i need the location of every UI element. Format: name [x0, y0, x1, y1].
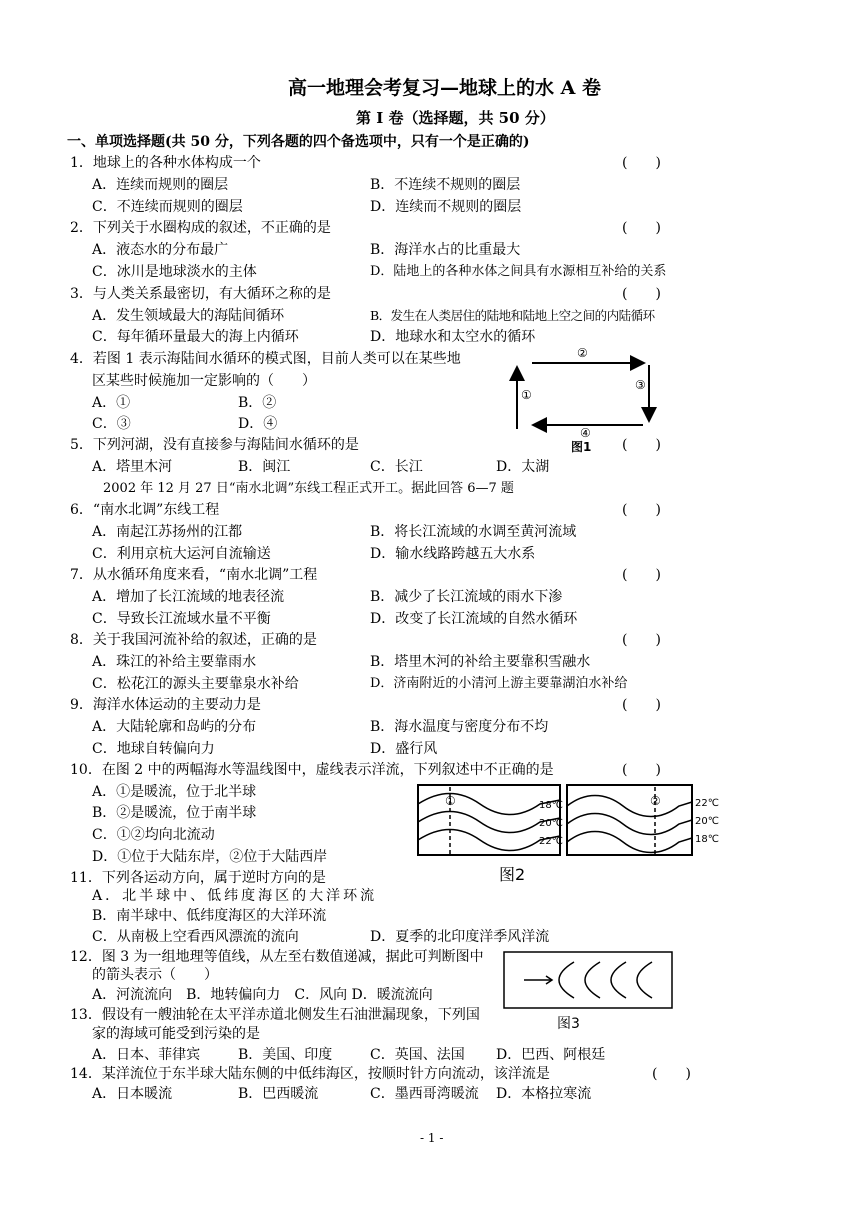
q3-option-d: D．地球水和太空水的循环 — [370, 329, 536, 345]
figure-1-caption: 图1 — [571, 440, 592, 453]
q6-7-intro: 2002 年 12 月 27 日“南水北调”东线工程正式开工。据此回答 6—7 题 — [103, 481, 514, 496]
q8-option-d: D．济南附近的小清河上游主要靠湖泊水补给 — [370, 676, 628, 691]
q1-option-b: B．不连续不规则的圈层 — [370, 177, 521, 193]
q3-option-c: C．每年循环量最大的海上内循环 — [92, 329, 299, 345]
q14-option-a: A．日本暖流 — [92, 1086, 173, 1102]
q8-option-a: A．珠江的补给主要靠雨水 — [92, 654, 257, 670]
q3-option-b: B．发生在人类居住的陆地和陆地上空之间的内陆循环 — [370, 308, 655, 323]
q5-option-d: D．太湖 — [496, 459, 550, 475]
q6-option-c: C．利用京杭大运河自流输送 — [92, 546, 271, 562]
q13-option-a: A．日本、菲律宾 — [92, 1047, 201, 1063]
q9-stem: 9．海洋水体运动的主要动力是 — [70, 697, 261, 713]
q2-option-d: D．陆地上的各种水体之间具有水源相互补给的关系 — [370, 264, 667, 279]
q5-answer-blank: ( ) — [622, 437, 661, 453]
label-2: ② — [577, 346, 588, 360]
figure-3-isolines — [502, 950, 674, 1034]
section-heading: 一、单项选择题(共 50 分，下列各题的四个备选项中，只有一个是正确的) — [67, 134, 530, 150]
figure-2-isotherms — [415, 782, 720, 887]
q9-option-d: D．盛行风 — [370, 741, 438, 757]
q11-option-b: B．南半球中、低纬度海区的大洋环流 — [92, 908, 327, 924]
label-4: ④ — [580, 426, 591, 440]
q12-options: A．河流流向 B．地转偏向力 C．风向 D．暖流流向 — [92, 987, 433, 1003]
q9-answer-blank: ( ) — [622, 697, 661, 713]
q5-option-b: B．闽江 — [238, 459, 291, 475]
q13-option-d: D．巴西、阿根廷 — [496, 1047, 606, 1063]
q2-answer-blank: ( ) — [622, 220, 661, 236]
q2-option-c: C．冰川是地球淡水的主体 — [92, 264, 257, 280]
q8-option-c: C．松花江的源头主要靠泉水补给 — [92, 676, 299, 692]
q5-option-c: C．长江 — [370, 459, 423, 475]
q5-stem: 5．下列河湖，没有直接参与海陆间水循环的是 — [70, 437, 359, 453]
figure-3-caption: 图3 — [557, 1016, 580, 1032]
q4-option-c: C．③ — [92, 416, 131, 432]
q5-option-a: A．塔里木河 — [92, 459, 173, 475]
q7-option-b: B．减少了长江流域的雨水下渗 — [370, 589, 563, 605]
q7-option-d: D．改变了长江流域的自然水循环 — [370, 611, 578, 627]
q4-option-d: D．④ — [238, 416, 278, 432]
q1-option-a: A．连续而规则的圈层 — [92, 177, 229, 193]
q7-option-c: C．导致长江流域水量不平衡 — [92, 611, 271, 627]
q1-answer-blank: ( ) — [622, 155, 661, 171]
q3-stem: 3．与人类关系最密切，有大循环之称的是 — [70, 286, 331, 302]
q10-option-d: D．①位于大陆东岸，②位于大陆西岸 — [92, 849, 328, 865]
q1-option-d: D．连续而不规则的圈层 — [370, 199, 522, 215]
q13-stem-line2: 家的海域可能受到污染的是 — [92, 1026, 260, 1042]
q14-answer-blank: ( ) — [652, 1066, 691, 1082]
q10-stem: 10．在图 2 中的两幅海水等温线图中，虚线表示洋流，下列叙述中不正确的是 — [70, 762, 554, 778]
q9-option-c: C．地球自转偏向力 — [92, 741, 215, 757]
fig2-left-t1: 18℃ — [539, 800, 563, 811]
q12-stem-line1: 12．图 3 为一组地理等值线，从左至右数值递减，据此可判断图中 — [70, 949, 484, 965]
q9-option-b: B．海水温度与密度分布不均 — [370, 719, 549, 735]
q12-stem-line2: 的箭头表示（ ） — [92, 967, 218, 983]
q7-answer-blank: ( ) — [622, 567, 661, 583]
figure-2-caption: 图2 — [499, 865, 526, 884]
q6-answer-blank: ( ) — [622, 502, 661, 518]
q8-answer-blank: ( ) — [622, 632, 661, 648]
q3-option-a: A．发生领域最大的海陆间循环 — [92, 308, 285, 324]
q13-stem-line1: 13．假设有一艘油轮在太平洋赤道北侧发生石油泄漏现象，下列国 — [70, 1007, 480, 1023]
page-title: 高一地理会考复习—地球上的水 A 卷 — [288, 77, 601, 99]
fig2-label-1: ① — [445, 794, 456, 808]
q6-option-b: B．将长江流域的水调至黄河流域 — [370, 524, 577, 540]
q10-answer-blank: ( ) — [622, 762, 661, 778]
fig2-right-t1: 22℃ — [695, 798, 719, 809]
q7-stem: 7．从水循环角度来看，“南水北调”工程 — [70, 567, 318, 583]
q2-option-a: A．液态水的分布最广 — [92, 242, 229, 258]
q4-stem-line2: 区某些时候施加一定影响的（ ） — [92, 373, 316, 389]
q10-option-a: A．①是暖流，位于北半球 — [92, 784, 257, 800]
label-3: ③ — [635, 378, 646, 392]
fig2-left-t3: 22℃ — [539, 836, 563, 847]
q13-option-c: C．英国、法国 — [370, 1047, 465, 1063]
q4-option-b: B．② — [238, 395, 277, 411]
q11-stem: 11．下列各运动方向，属于逆时方向的是 — [70, 870, 326, 886]
q13-option-b: B．美国、印度 — [238, 1047, 333, 1063]
q4-stem-line1: 4．若图 1 表示海陆间水循环的模式图，目前人类可以在某些地 — [70, 351, 461, 367]
q10-option-c: C．①②均向北流动 — [92, 827, 215, 843]
q2-option-b: B．海洋水占的比重最大 — [370, 242, 521, 258]
fig2-right-t2: 20℃ — [695, 816, 719, 827]
section-subtitle: 第 Ⅰ 卷（选择题，共 50 分） — [356, 109, 555, 127]
q6-option-d: D．输水线路跨越五大水系 — [370, 546, 536, 562]
q11-option-d: D．夏季的北印度洋季风洋流 — [370, 929, 550, 945]
q6-option-a: A．南起江苏扬州的江都 — [92, 524, 243, 540]
q1-option-c: C．不连续而规则的圈层 — [92, 199, 243, 215]
q8-option-b: B．塔里木河的补给主要靠积雪融水 — [370, 654, 591, 670]
q11-option-c: C．从南极上空看西风漂流的流向 — [92, 929, 299, 945]
q7-option-a: A．增加了长江流域的地表径流 — [92, 589, 285, 605]
q14-option-c: C．墨西哥湾暖流 — [370, 1086, 479, 1102]
fig2-right-t3: 18℃ — [695, 834, 719, 845]
q8-stem: 8．关于我国河流补给的叙述，正确的是 — [70, 632, 317, 648]
q9-option-a: A．大陆轮廓和岛屿的分布 — [92, 719, 257, 735]
label-1: ① — [521, 388, 532, 402]
page-number: - 1 - — [420, 1131, 444, 1145]
fig2-label-2: ② — [650, 794, 661, 808]
q3-answer-blank: ( ) — [622, 286, 661, 302]
q1-stem: 1．地球上的各种水体构成一个 — [70, 155, 261, 171]
q14-option-b: B．巴西暖流 — [238, 1086, 319, 1102]
q6-stem: 6．“南水北调”东线工程 — [70, 502, 220, 518]
q2-stem: 2．下列关于水圈构成的叙述，不正确的是 — [70, 220, 331, 236]
q14-option-d: D．本格拉寒流 — [496, 1086, 592, 1102]
q11-option-a: A．北半球中、低纬度海区的大洋环流 — [92, 888, 378, 904]
q4-option-a: A．① — [92, 395, 131, 411]
q14-stem: 14．某洋流位于东半球大陆东侧的中低纬海区，按顺时针方向流动，该洋流是 — [70, 1066, 550, 1082]
q10-option-b: B．②是暖流，位于南半球 — [92, 805, 257, 821]
fig2-left-t2: 20℃ — [539, 818, 563, 829]
